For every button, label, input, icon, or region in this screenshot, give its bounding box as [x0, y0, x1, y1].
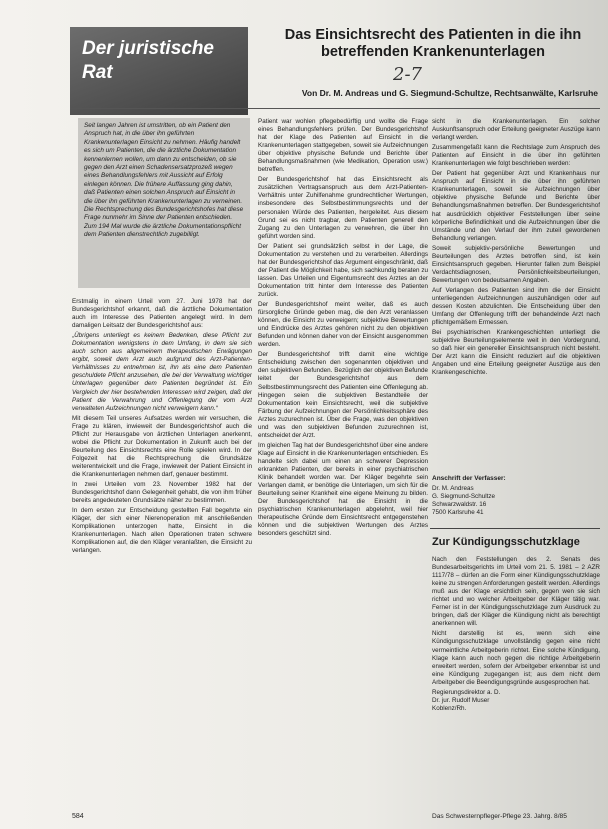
journal-footer: Das Schwesternpfleger-Pflege 23. Jahrg. 8/85 — [432, 813, 567, 820]
paragraph: Nicht darstellig ist es, wenn sich eine Kündigungsschutzklage unvollständig gegen eine nicht vermeintliche Arbeitgeberin richtet. Eine solche Kündigung, Klage kann auch noch gegen die richtige Arbeitgeberin erweitert werden, sofern der Arbeitgeber erkennbar ist und eine Kündigung zugegangen ist; aus dem nicht dem Arbeitgeber die Beendigungsgründe ausgesprochen hat. — [432, 630, 600, 686]
text-column-3 — [432, 118, 600, 470]
paragraph: Nach den Feststellungen des 2. Senats des Bundesarbeitsgerichts im Urteil vom 21. 5. 1981 – 2 AZR 1117/78 – dürfen an die Form einer Kündigungsschutzklage keine zu strengen Anforderungen gestellt werden. Allerdings muß aus der Klage ersichtlich sein, gegen wen sie sich richtet und wo welcher Arbeitgeber der Kläger tätig war. Ferner ist in der Kündigungsschutzklage zum Ausdruck zu bringen, daß der Kläger die Kündigung nicht als berechtigt anerkennen will. — [432, 556, 600, 628]
address-line: Dr. M. Andreas — [432, 485, 474, 492]
paragraph: In dem ersten zur Entscheidung gestellten Fall begehrte ein Kläger, der sich einer Nierenoperation mit anschließenden Komplikationen unterzogen hatte, Einsicht in die Krankenunterlagen. Nach allen Operationen traten schwere Komplikationen auf, die den Kläger veranlaßten, die Einsicht zu verlangen. — [72, 507, 252, 555]
paragraph: Patient war wohlen pflegebedürftig und wollte die Frage eines Behandlungsfehlers prüfen. Der Bundesgerichtshof hat der Klage des Patienten auf Einsicht in die Krankenunterlagen stattgegeben, soweit sie Aufzeichnungen über objektive physische Befunde und Berichte über Behandlungsmaßnahmen (wie Medikation, Operation usw.) betreffen. — [258, 118, 428, 174]
text-column-2 — [258, 118, 428, 808]
quotation: „Übrigens unterliegt es keinem Bedenken, diese Pflicht zur Dokumentation wenigstens in dem Umfang, in dem sie sich auch schon aus allgemeinem therapeutischen Erwägungen ergibt, soweit dem Arzt auch aufgrund des Arzt-Patienten-Verhältnisses zu entnehmen ist, ihn als eine dem Patienten geschuldete Pflicht anzusehen, die bei der Verwaltung wichtiger Unterlagen gegenüber dem Patienten begründet ist. Ein Vergleich der hier bestehenden Interessen wird zeigen, daß der Patient die Verwahrung und Offenlegung der vom Arzt verwalteten Aufzeichnungen nicht verweigern kann.“ — [72, 332, 252, 412]
handwritten-note: 2-7 — [393, 64, 422, 85]
section-body — [432, 556, 600, 786]
author-address-heading: Anschrift der Verfasser: — [432, 475, 506, 482]
header-divider — [70, 108, 600, 109]
article-byline: Von Dr. M. Andreas und G. Siegmund-Schultze, Rechtsanwälte, Karlsruhe — [301, 88, 598, 98]
signature-line: Koblenz/Rh. — [432, 704, 467, 712]
signature-line: Dr. jur. Rudolf Muser — [432, 696, 490, 704]
paragraph: Soweit subjektiv-persönliche Bewertungen und Beurteilungen des Arztes betroffen sind, ist kein Einsichtsanspruch gegeben. Hierunter fallen zum Beispiel Verdachtsdiagnosen, Persönlichkeitsbeurteilungen, Bewertungen von bedeutsamen Angaben. — [432, 244, 600, 284]
column-banner — [70, 27, 248, 115]
author-address — [432, 485, 600, 517]
paragraph: Der Patient hat gegenüber Arzt und Krankenhaus nur Anspruch auf Einsicht in die über ihn geführten Krankenunterlagen, soweit sie Aufzeichnungen über objektive physische Befunde und Berichte über Behandlungsmaßnahmen betreffen. Der Bundesgerichtshof hat ausdrücklich objektiver Feststellungen über seine körperliche Befindlichkeit und die Aufzeichnungen über die Umstände und den Verlauf der ihm zuteil gewordenen Behandlung verlangen. — [432, 170, 600, 242]
paragraph: Bei psychiatrischen Krankengeschichten unterliegt die subjektive Beurteilungselemente weit in den Vordergrund, so daß hier ein genereller Einsichtsanspruch nicht besteht. Der Arzt kann die Einsicht reduziert auf die objektiven Angaben und eine Erteilung geeigneter Auszüge aus den Krankengeschichte. — [432, 329, 600, 377]
paragraph: Zusammengefaßt kann die Rechtslage zum Anspruch des Patienten auf Einsicht in die über ihn geführten Krankenunterlagen wie folgt beschrieben werden: — [432, 144, 600, 168]
paragraph: In zwei Urteilen vom 23. November 1982 hat der Bundesgerichtshof dann Gelegenheit gehabt, die von ihm früher bereits angedeuteten Grundsätze näher zu bestimmen. — [72, 481, 252, 505]
address-line: Schwarzwaldstr. 16 — [432, 501, 487, 508]
article-headline: Das Einsichtsrecht des Patienten in die ihn betreffenden Krankenunterlagen — [284, 27, 582, 60]
page-number: 584 — [72, 813, 84, 820]
paragraph: Der Patient sei grundsätzlich selbst in der Lage, die Dokumentation zu verstehen und zu verarbeiten. Allerdings hat der Bundesgerichtshof das Argument eingeschränkt, daß der Patient die Möglichkeit habe, sich sachkundig beraten zu lassen. Das Urteilen und Eigentumsrecht des Arztes an der Dokumentation tritt hinter dem Interesse des Patienten zurück. — [258, 242, 428, 298]
paragraph: Erstmalig in einem Urteil vom 27. Juni 1978 hat der Bundesgerichtshof erkannt, daß die ärztliche Dokumentation auch im Interesse des Patienten angelegt wird. In dem damaligen Leitsatz der Bundesgerichtshof aus: — [72, 298, 252, 330]
paragraph: Der Bundesgerichtshof meint weiter, daß es auch fürsorgliche Gründe geben mag, die den Arzt veranlassen können, die Einsicht zu verweigern; subjektive Bewertungen und Eindrücke des Arztes gehören nicht zu den objektiven Befunden und können daher von der Einsicht ausgenommen werden. — [258, 301, 428, 349]
address-line: G. Siegmund-Schultze — [432, 493, 495, 500]
paragraph: Mit diesem Teil unseres Aufsatzes werden wir versuchen, die Frage zu klären, inwieweit der Bundesgerichtshof auch die Pflicht zur Herausgabe von ärztlichen Unterlagen anerkennt, wobei die Pflicht zur Dokumentation in Zukunft auch bei der Beurteilung des Einsichtsrechts eine Rolle spielen wird. In der Folgezeit hat die Rechtsprechung die Grundsätze weiterentwickelt und die Frage, inwieweit der Patient Einsicht in die Krankenunterlagen nehmen darf, genauer bestimmt. — [72, 414, 252, 478]
paragraph: sicht in die Krankenunterlagen. Ein solcher Auskunftsanspruch oder Erteilung geeigneter Auszüge kann verlangt werden. — [432, 118, 600, 142]
signature-line: Regierungsdirektor a. D. — [432, 688, 501, 696]
paragraph: Der Bundesgerichtshof hat das Einsichtsrecht als zusätzlichen Vertragsanspruch aus dem Arzt-Patienten-Verhältnis unter Zuhilfenahme grundrechtlicher Wertungen, insbesondere des Selbstbestimmungsrechts und der personalen Würde des Patienten, hergeleitet. Aus diesem Grund sei es nicht tragbar, dem Patienten generell den Zugang zu den Unterlagen zu verwehren, die über ihn geführt worden sind. — [258, 176, 428, 240]
paragraph: Der Bundesgerichtshof trifft damit eine wichtige Entscheidung zwischen den sogenannten objektiven und den subjektiven Befunden. Bezüglich der objektiven Befunde leitet der Bundesgerichtshof aus dem Selbstbestimmungsrecht des Patienten eine Offenlegung ab. Hingegen seien die subjektiven Bestandteile der Dokumentation kein Einsichtsrecht, weil die subjektive Färbung der Aufzeichnungen der Persönlichkeitssphäre des Arztes zuzurechnen ist. Über die Frage, was den objektiven und was den subjektiven Befunden zuzurechnen ist, entscheidet der Arzt. — [258, 351, 428, 439]
section-heading: Zur Kündigungsschutzklage — [432, 536, 580, 548]
column-title: Der juristische Rat — [82, 38, 214, 83]
intro-box: Seit langen Jahren ist umstritten, ob ein Patient den Anspruch hat, in die über ihn geführten Krankenunterlagen Einsicht zu nehmen. Häufig handelt es sich um Patienten, die die ärztliche Dokumentation kennenlernen wollen, um dann zu entscheiden, ob sie gegen den Arzt einen Schadensersatzprozeß wegen eines Behandlungsfehlers mit Aussicht auf Erfolg einlegen können. Die frühere Auffassung ging dahin, daß Patienten einen solchen Anspruch auf Einsicht in die über ihn geführten Krankenunterlagen zu verneinen. Die Rechtsprechung des Bundesgerichtshofes hat diese Frage nunmehr im Sinne der Patienten entschieden. Zum 194 Mal wurde die ärztliche Dokumentationspflicht dem Patienten dienstrechtlich zugebilligt. — [78, 118, 250, 288]
paragraph: Auf Verlangen des Patienten sind ihm die der Einsicht unterliegenden Aufzeichnungen auszuhändigen oder auf dessen Kosten abzulichten. Die Entscheidung über den Umfang der Offenlegung trifft der behandelnde Arzt nach pflichtgemäßem Ermessen. — [432, 286, 600, 327]
paragraph: Im gleichen Tag hat der Bundesgerichtshof über eine andere Klage auf Einsicht in die Krankenunterlagen entschieden. Es handelte sich dabei um einen an schwerer Depression erkrankten Patienten, der bereits in einer psychiatrischen Klinik behandelt worden war. Der Kläger begehrte sein Verlangen damit, er benötige die Unterlagen, um sich für die Beurteilung seiner Krankheit eine eigene Meinung zu bilden. Der Bundesgerichtshof hat die Einsicht in die psychiatrischen Krankenunterlagen abgelehnt, weil hier therapeutische Gründe dem Einsichtsrecht entgegenstehen können und die subjektiven Wertungen des Arztes besonders geschützt sind. — [258, 441, 428, 538]
text-column-1 — [72, 298, 252, 808]
section-divider — [430, 528, 600, 529]
address-line: 7500 Karlsruhe 41 — [432, 509, 484, 516]
